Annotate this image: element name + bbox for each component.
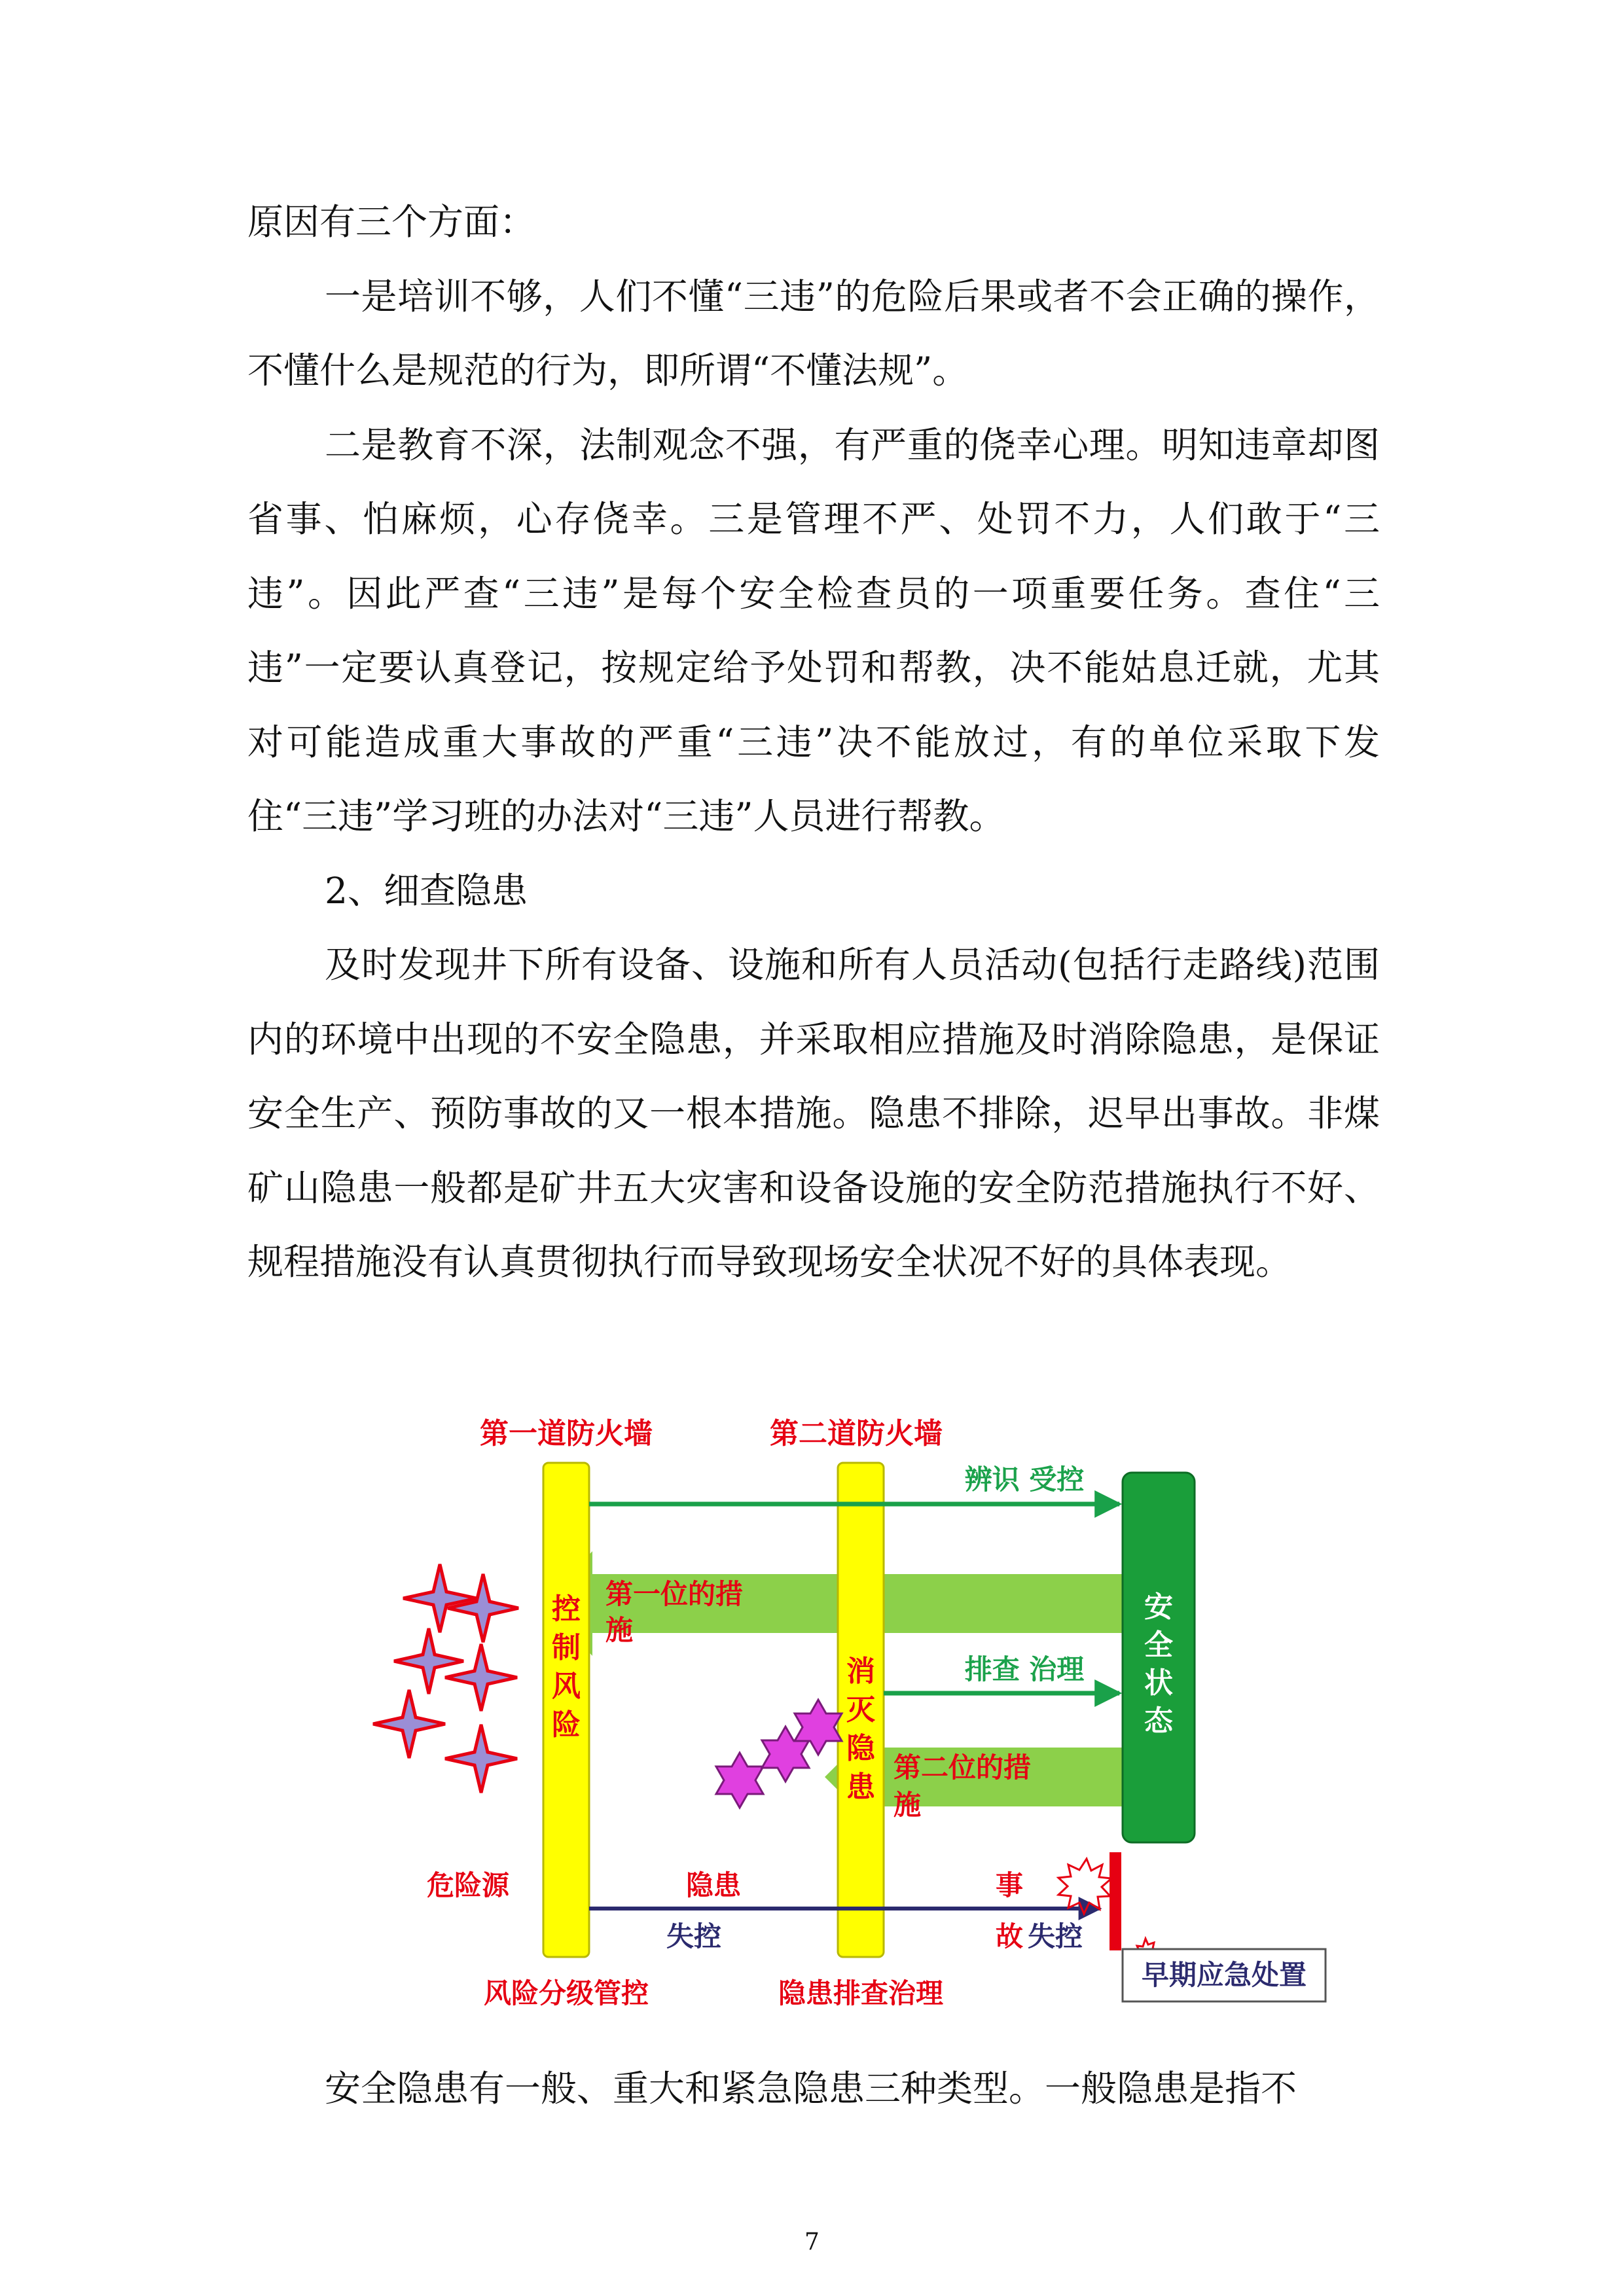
hexstar-icon — [716, 1753, 763, 1808]
vertical-char: 安 — [1144, 1590, 1173, 1624]
page-number: 7 — [804, 2229, 820, 2255]
hazard-investigation-caption: 隐患排查治理 — [778, 1977, 944, 2009]
vertical-char: 险 — [552, 1708, 581, 1742]
section-heading: 2、细查隐患 — [325, 869, 528, 912]
identify-control-label: 辨识 受控 — [964, 1463, 1085, 1496]
out-of-control-label-2: 失控 — [1027, 1920, 1083, 1952]
vertical-char: 控 — [552, 1592, 581, 1626]
accident-label-cont: 故 — [995, 1920, 1024, 1952]
paragraph: 及时发现井下所有设备、设施和所有人员活动(包括行走路线)范围内的环境中出现的不安全隐患，并采取相应措施及时消除隐患，是保证安全生产、预防事故的又一根本措施。隐患不排除，迟早出事故。非煤矿山隐患一般都是矿井五大灾害和设备设施的安全防范措施执行不好、规程措施没有认真贯彻执行而导致现场安全状况不好的具体表现。 — [247, 944, 1380, 1283]
hidden-danger-label: 隐患 — [685, 1869, 742, 1901]
hidden-danger-stars — [716, 1700, 842, 1808]
paragraph: 二是教育不深，法制观念不强，有严重的侥幸心理。明知违章却图省事、怕麻烦，心存侥幸。三是管理不严、处罚不力，人们敢于“三违”。因此严查“三违”是每个安全检查员的一项重要任务。查住“三违”一定要认真登记，按规定给予处罚和帮教，决不能姑息迁就，尤其对可能造成重大事故的严重“三违”决不能放过，有的单位采取下发住“三违”学习班的办法对“三违”人员进行帮教。 — [247, 423, 1380, 837]
star-icon — [445, 1644, 517, 1711]
measure-1-label-cont: 施 — [605, 1614, 634, 1646]
vertical-char: 消 — [846, 1655, 875, 1688]
measure-2-label: 第二位的措 — [893, 1751, 1032, 1784]
body-text-top — [247, 185, 1380, 1300]
star-icon — [403, 1564, 477, 1632]
paragraph: 原因有三个方面： — [247, 201, 536, 243]
vertical-char: 状 — [1144, 1666, 1173, 1700]
vertical-char: 制 — [552, 1631, 581, 1664]
star-icon — [448, 1574, 518, 1642]
vertical-char: 患 — [846, 1770, 875, 1804]
explosion-icon — [1058, 1859, 1111, 1914]
star-icon — [445, 1725, 517, 1793]
vertical-char: 风 — [552, 1670, 581, 1703]
dual-firewall-diagram — [367, 1407, 1335, 2029]
vertical-char: 灭 — [846, 1693, 875, 1727]
hazard-stars — [373, 1564, 518, 1793]
accident-blocker — [1110, 1852, 1121, 1950]
investigate-treat-label: 排查 治理 — [964, 1653, 1085, 1685]
vertical-char: 态 — [1144, 1704, 1173, 1738]
star-icon — [373, 1690, 445, 1758]
risk-control-caption: 风险分级管控 — [483, 1977, 649, 2009]
accident-label: 事 — [995, 1869, 1024, 1901]
measure-2-label-cont: 施 — [893, 1789, 922, 1821]
star-icon — [394, 1628, 463, 1694]
out-of-control-label-1: 失控 — [666, 1920, 722, 1952]
emergency-label: 早期应急处置 — [1141, 1959, 1307, 1991]
firewall-2-title: 第二道防火墙 — [770, 1417, 943, 1450]
measure-1-label: 第一位的措 — [605, 1578, 744, 1610]
paragraph: 安全隐患有一般、重大和紧急隐患三种类型。一般隐患是指不 — [325, 2068, 1297, 2109]
vertical-char: 隐 — [846, 1732, 875, 1765]
body-text-bottom — [247, 2052, 1380, 2126]
firewall-1-title: 第一道防火墙 — [480, 1417, 653, 1450]
vertical-char: 全 — [1144, 1628, 1173, 1662]
hazard-source-label: 危险源 — [426, 1869, 510, 1901]
paragraph: 一是培训不够，人们不懂“三违”的危险后果或者不会正确的操作，不懂什么是规范的行为，即所谓“不懂法规”。 — [247, 275, 1380, 391]
